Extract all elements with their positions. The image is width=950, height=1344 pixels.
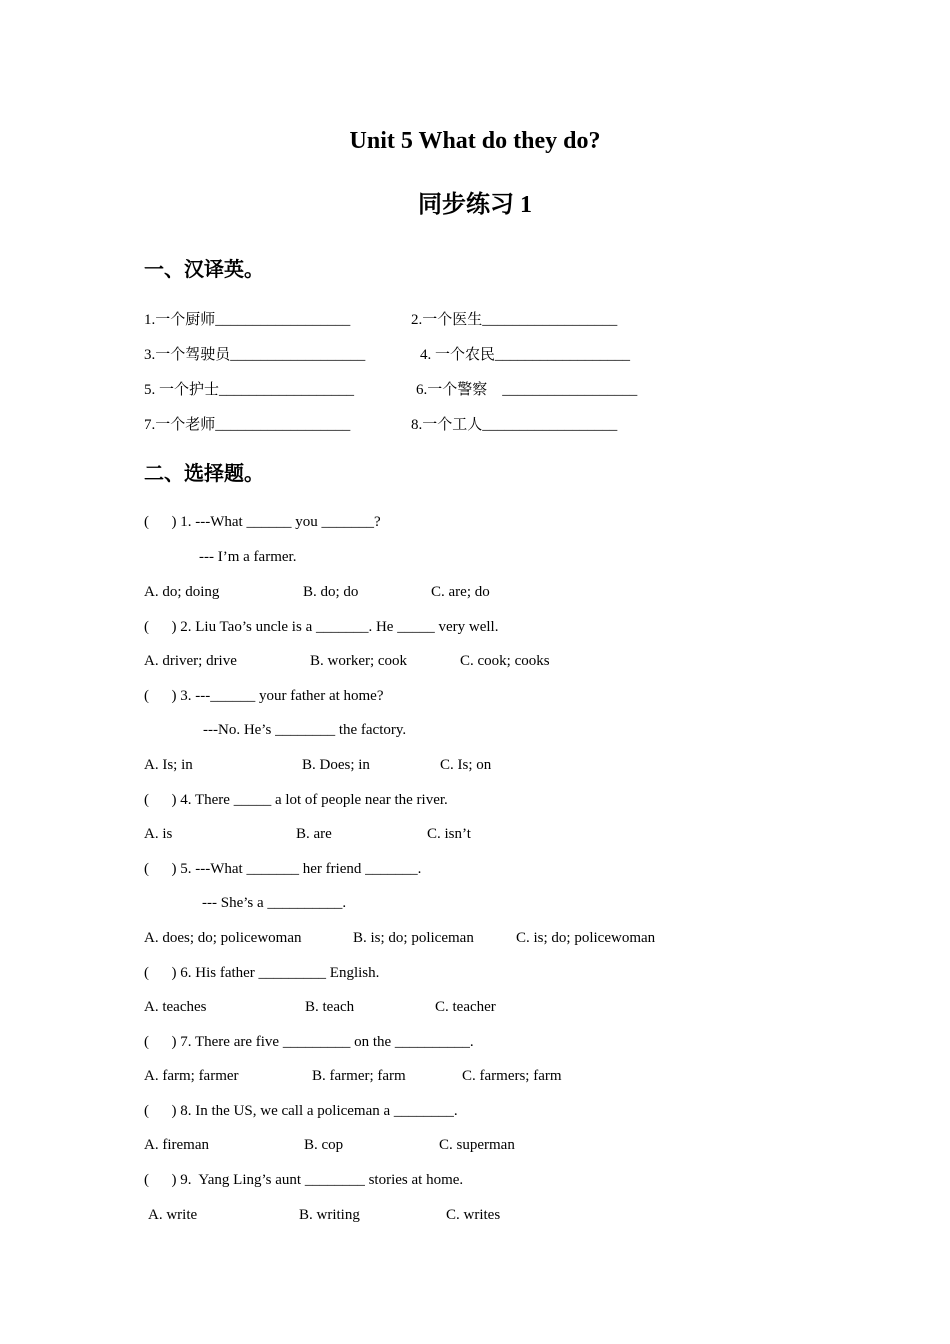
question-stem: ( ) 4. There _____ a lot of people near the river. [144, 792, 448, 808]
option: A. fireman [144, 1137, 209, 1153]
option: B. are [296, 826, 332, 842]
page-subtitle: 同步练习 1 [418, 192, 532, 218]
option: B. farmer; farm [312, 1068, 406, 1084]
question-stem: ( ) 2. Liu Tao’s uncle is a _______. He _____ very well. [144, 619, 499, 635]
option: B. do; do [303, 584, 359, 600]
section-heading: 一、汉译英。 [144, 259, 264, 281]
option: C. cook; cooks [460, 653, 550, 669]
question-reply: ---No. He’s ________ the factory. [203, 722, 407, 738]
question-stem: ( ) 3. ---______ your father at home? [144, 688, 384, 704]
question-stem: ( ) 8. In the US, we call a policeman a ________. [144, 1103, 458, 1119]
option: C. are; do [431, 584, 490, 600]
option: A. write [148, 1207, 198, 1223]
option: A. driver; drive [144, 653, 237, 669]
section-heading: 二、选择题。 [144, 463, 264, 485]
option: A. does; do; policewoman [144, 930, 302, 946]
question-reply: --- She’s a __________. [202, 895, 347, 911]
option: C. writes [446, 1207, 501, 1223]
translation-item: 2.一个医生__________________ [411, 312, 618, 328]
option: C. superman [439, 1137, 515, 1153]
option: A. do; doing [144, 584, 220, 600]
option: A. is [144, 826, 173, 842]
option: B. is; do; policeman [353, 930, 474, 946]
option: B. cop [304, 1137, 344, 1153]
option: B. Does; in [302, 757, 370, 773]
option: A. teaches [144, 999, 207, 1015]
translation-item: 6.一个警察 __________________ [416, 382, 638, 398]
option: B. teach [305, 999, 355, 1015]
option: C. isn’t [427, 826, 471, 842]
question-stem: ( ) 1. ---What ______ you _______? [144, 514, 381, 530]
option: C. teacher [435, 999, 496, 1015]
option: C. is; do; policewoman [516, 930, 656, 946]
translation-item: 1.一个厨师__________________ [144, 312, 351, 328]
option: B. worker; cook [310, 653, 408, 669]
option: B. writing [299, 1207, 360, 1223]
translation-item: 3.一个驾驶员__________________ [144, 347, 366, 363]
translation-item: 7.一个老师__________________ [144, 417, 351, 433]
translation-item: 5. 一个护士__________________ [144, 382, 355, 398]
question-stem: ( ) 5. ---What _______ her friend _______. [144, 861, 422, 877]
translation-item: 4. 一个农民__________________ [420, 347, 631, 363]
question-stem: ( ) 7. There are five _________ on the __________. [144, 1034, 474, 1050]
question-reply: --- I’m a farmer. [199, 549, 297, 565]
question-stem: ( ) 6. His father _________ English. [144, 965, 380, 981]
page-title: Unit 5 What do they do? [349, 128, 601, 154]
option: A. Is; in [144, 757, 193, 773]
question-stem: ( ) 9. Yang Ling’s aunt ________ stories at home. [144, 1172, 464, 1188]
option: C. Is; on [440, 757, 492, 773]
option: A. farm; farmer [144, 1068, 239, 1084]
option: C. farmers; farm [462, 1068, 562, 1084]
translation-item: 8.一个工人__________________ [411, 417, 618, 433]
